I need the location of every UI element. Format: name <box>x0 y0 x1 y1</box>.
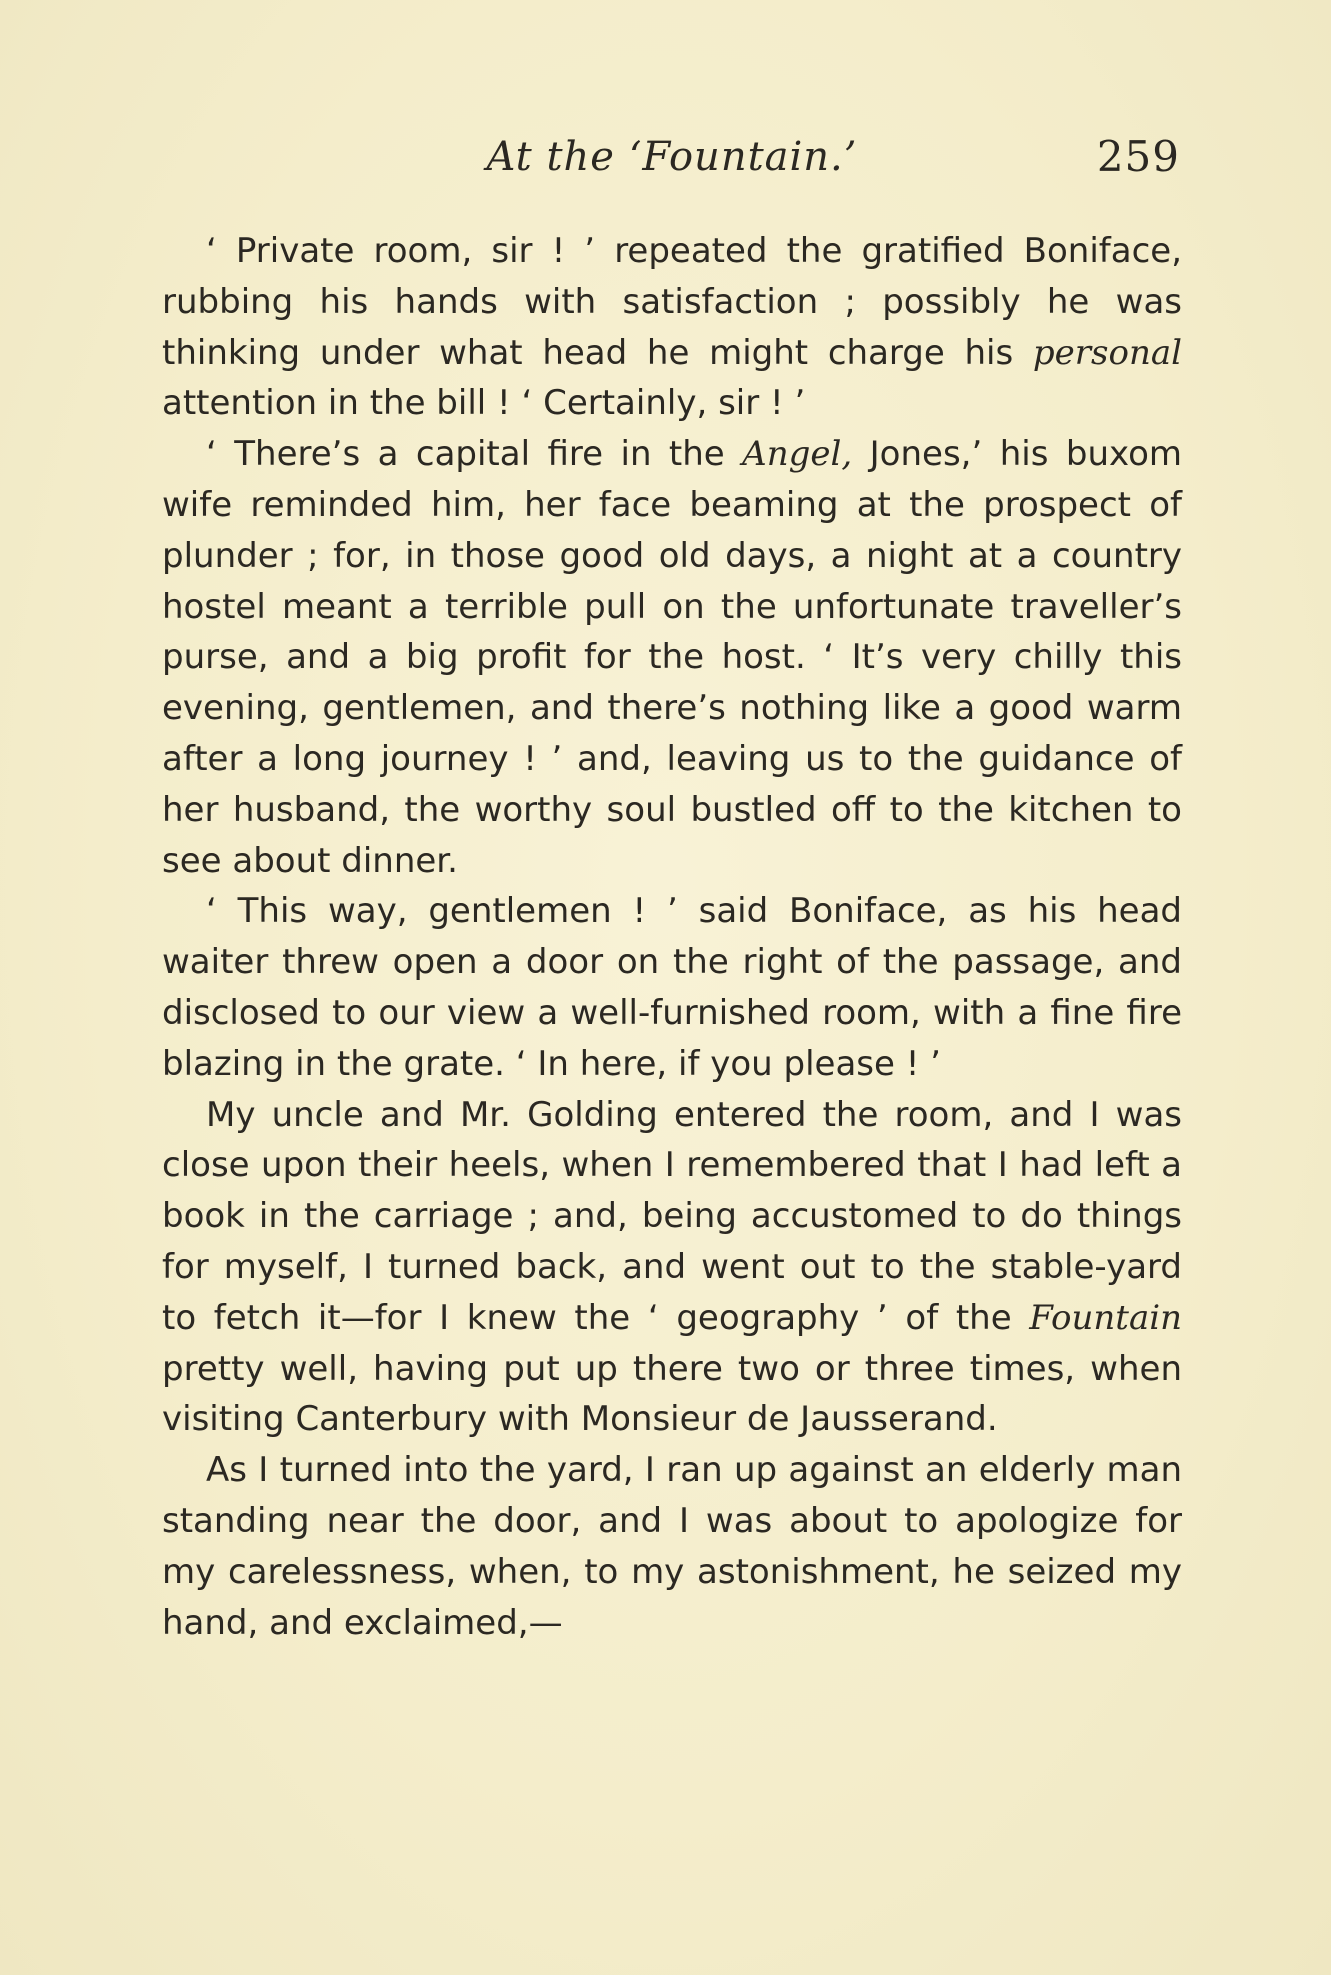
paragraph <box>162 1090 1182 1446</box>
text-run: ‘ Private room, sir ! ’ repeated the gratified Boniface, rubbing his hands with satisfaction ; possibly he was thinking under what head he might charge his <box>162 231 1182 373</box>
text-run: attention in the bill ! ‘ Certainly, sir ! ’ <box>162 383 806 424</box>
text-run: ‘ There’s a capital fire in the <box>206 434 743 475</box>
text-run: Jones,’ his buxom wife reminded him, her face beaming at the prospect of plunder ; for, in those good old days, a night at a country hostel meant a terrible pull on the unfortunate traveller’s purse, and a big profit for the host. ‘ It’s very chilly this evening, gentlemen, and there’s nothing like a good warm after a long journey ! ’ and, leaving us to the guidance of her husband, the worthy soul bustled off to the kitchen to see about dinner. <box>162 434 1182 881</box>
text-run: My uncle and Mr. Golding entered the room, and I was close upon their heels, when I remembered that I had left a book in the carriage ; and, being accustomed to do things for myself, I turned back, and went out to the stable-yard to fetch it—for I knew the ‘ geography ’ of the <box>162 1094 1182 1338</box>
paragraph: ‘ This way, gentlemen ! ’ said Boniface, as his head waiter threw open a door on the right of the passage, and disclosed to our view a well-furnished room, with a fine fire blazing in the grate. ‘ In here, if you please ! ’ <box>162 891 1182 1084</box>
italic-text: personal <box>1032 332 1182 373</box>
text-run: pretty well, having put up there two or three times, when visiting Canterbury with Monsieur de Jausserand. <box>162 1348 1182 1440</box>
paragraph: As I turned into the yard, I ran up against an elderly man standing near the door, and I was about to apologize for my carelessness, when, to my astonishment, he seized my hand, and exclaimed,— <box>162 1450 1182 1643</box>
page-number: 259 <box>1096 132 1180 181</box>
body-text <box>162 226 1182 1648</box>
paragraph <box>162 226 1182 429</box>
paragraph <box>162 429 1182 886</box>
running-head: At the ‘Fountain.’ <box>486 134 858 180</box>
italic-text: Angel, <box>742 434 853 475</box>
page-header <box>162 128 1182 198</box>
italic-text: Fountain <box>1029 1297 1182 1338</box>
